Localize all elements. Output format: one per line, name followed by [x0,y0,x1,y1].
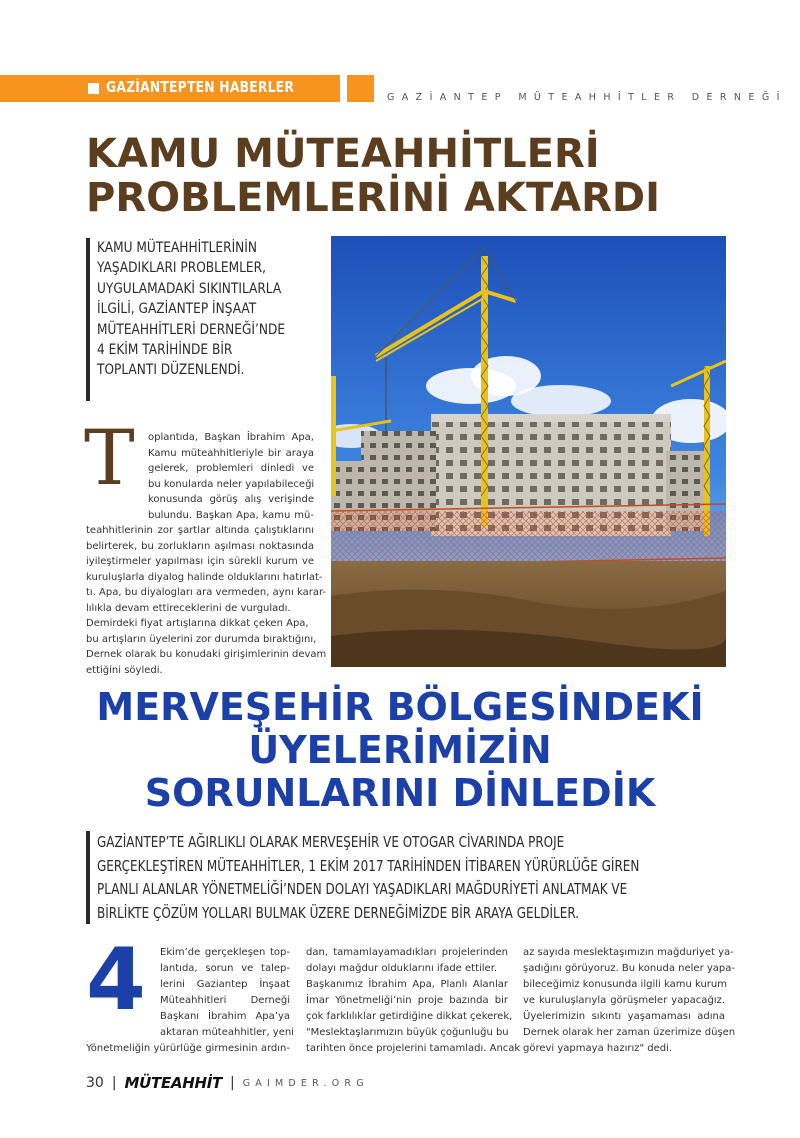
lead-rule [86,831,90,924]
page-footer [86,1074,369,1092]
body-line: Yönetmeliğin yürürlüğe girmesinin ardın- [86,1043,290,1054]
lead-line: YAŞADIKLARI PROBLEMLER, [97,260,266,277]
article2-column-1-tail [86,1041,290,1057]
body-line: bulundu. Başkan Apa, kamu mü- [148,509,314,521]
body-line: dan, tamamlayamadıkları projelerinden [306,947,508,958]
article2-title-line: MERVEŞEHİR BÖLGESİNDEKİ [96,685,704,729]
body-line: oplantıda, Başkan İbrahim Apa, [148,432,314,443]
body-line: iyileştirmeler yapılması için sürekli kurum ve [86,556,314,567]
body-line: bu konularda neler yapılabileceği [148,478,315,490]
body-line: tarihten önce projelerini tamamladı. Ancak [306,1043,521,1054]
article2-column-3 [523,945,736,1057]
lead-line: UYGULAMADAKİ SIKINTILARLA [97,280,282,297]
lead-line: BİRLİKTE ÇÖZÜM YOLLARI BULMAK ÜZERE DERNEĞİMİZDE BİR ARAYA GELDİLER. [97,903,580,922]
body-line: tı. Apa, bu diyalogları ara vermeden, aynı karar- [86,587,327,598]
body-line: bileceğimiz konusunda ilgili kamu kurum [523,979,727,990]
association-name: GAZİANTEP MÜTEAHHİTLER DERNEĞİ [387,92,787,103]
body-line: Üyelerimizin sıkıntı yaşamaması adına [523,1011,725,1022]
lead-rule [86,238,90,401]
article2-title [0,686,800,815]
body-line: Başkanımız İbrahim Apa, Planlı Alanlar [306,979,508,990]
footer-separator: | [229,1075,235,1091]
body-line: Dernek olarak bu konudaki girişimlerinin devam [86,649,327,660]
construction-photo [331,236,726,667]
body-line: Kamu müteahhitleriyle bir araya [148,447,314,459]
lead-line: İLGİLİ, GAZİANTEP İNŞAAT [97,301,257,318]
body-line: Dernek olarak her zaman üzerimize düşen [523,1027,736,1038]
website-link[interactable]: GAIMDER.ORG [242,1077,369,1089]
body-line: gelerek, problemleri dinledi ve [148,463,314,474]
body-line: lerini Gaziantep İnşaat [160,979,290,990]
lead-line: GAZİANTEP’TE AĞIRLIKLI OLARAK MERVEŞEHİR VE OTOGAR CİVARINDA PROJE [97,833,565,851]
article1-title-line: PROBLEMLERİNİ AKTARDI [86,175,660,221]
page-number: 30 [86,1075,104,1091]
body-line: belirterek, bu zorlukların aşılması noktasında [86,540,314,552]
article2-dropcap: 4 [86,930,146,1030]
article2-column-1 [160,945,294,1041]
construction-site-image [331,236,726,667]
body-line: lılıkla devam ettireceklerini de vurguladı. [86,602,291,614]
article1-title [86,132,660,220]
article2-column-2 [306,945,521,1057]
lead-line: MÜTEAHHİTLERİ DERNEĞİ’NDE [97,321,286,338]
body-line: ve kuruluşlarıyla görüşmeler yapacağız. [523,995,725,1006]
body-line: şadığını görüyoruz. Bu konuda neler yapa- [523,963,735,974]
lead-line: TOPLANTI DÜZENLENDİ. [97,362,245,379]
body-line: ettiğini söyledi. [86,664,163,676]
lead-line: PLANLI ALANLAR YÖNETMELİĞİ’NDEN DOLAYI YAŞADIKLARI MAĞDURİYETİ ANLATMAK VE [97,880,628,898]
body-line: teahhitlerinin zor şartlar altında çalıştıklarını [86,525,314,536]
section-accent-block [347,75,374,102]
article1-title-line: KAMU MÜTEAHHİTLERİ [86,131,600,177]
article1-dropcap: T [84,413,135,502]
article2-title-line: SORUNLARINI DİNLEDİK [144,771,656,815]
lead-line: KAMU MÜTEAHHİTLERİNİN [97,240,257,256]
body-line: "Meslektaşlarımızın büyük çoğunluğu bu [306,1027,509,1038]
article2-lead [97,831,775,925]
article1-body [86,430,327,678]
body-line: İmar Yönetmeliği’nin proje bazında bir [306,995,508,1006]
body-line: kuruluşlarla diyalog halinde olduklarını hatırlat- [86,571,323,583]
body-line: az sayıda meslektaşımızın mağduriyet ya- [523,947,734,958]
article1-lead [97,238,329,381]
body-line: Başkanı İbrahim Apa’ya [160,1011,290,1022]
lead-line: GERÇEKLEŞTİREN MÜTEAHHİTLER, 1 EKİM 2017 TARİHİNDEN İTİBAREN YÜRÜRLÜĞE GİREN [97,856,640,875]
body-line: konusunda görüş alış verişinde [148,494,314,505]
section-label: GAZİANTEPTEN HABERLER [106,78,295,96]
lead-line: 4 EKİM TARİHİNDE BİR [97,342,233,359]
body-line: Müteahhitleri Derneği [160,995,290,1006]
body-line: Ekim’de gerçekleşen top- [160,947,290,958]
body-line: çok farklılıklar getirdiğine dikkat çekerek, [306,1011,513,1022]
footer-separator: | [111,1075,117,1091]
body-line: dolayı mağdur olduklarını ifade ettiler. [306,963,498,974]
body-line: lantıda, sorun ve talep- [160,963,290,974]
body-line: bu artışların üyelerini zor durumda bıraktığını, [86,633,317,645]
body-line: Demirdeki fiyat artışlarına dikkat çeken Apa, [86,618,309,629]
body-line: görevi yapmaya hazırız" dedi. [523,1043,673,1054]
magazine-logo: MÜTEAHHİT [124,1074,222,1092]
article2-title-line: ÜYELERİMİZİN [248,728,552,772]
section-square-icon [88,83,99,94]
body-line: aktaran müteahhitler, yeni [160,1027,294,1038]
